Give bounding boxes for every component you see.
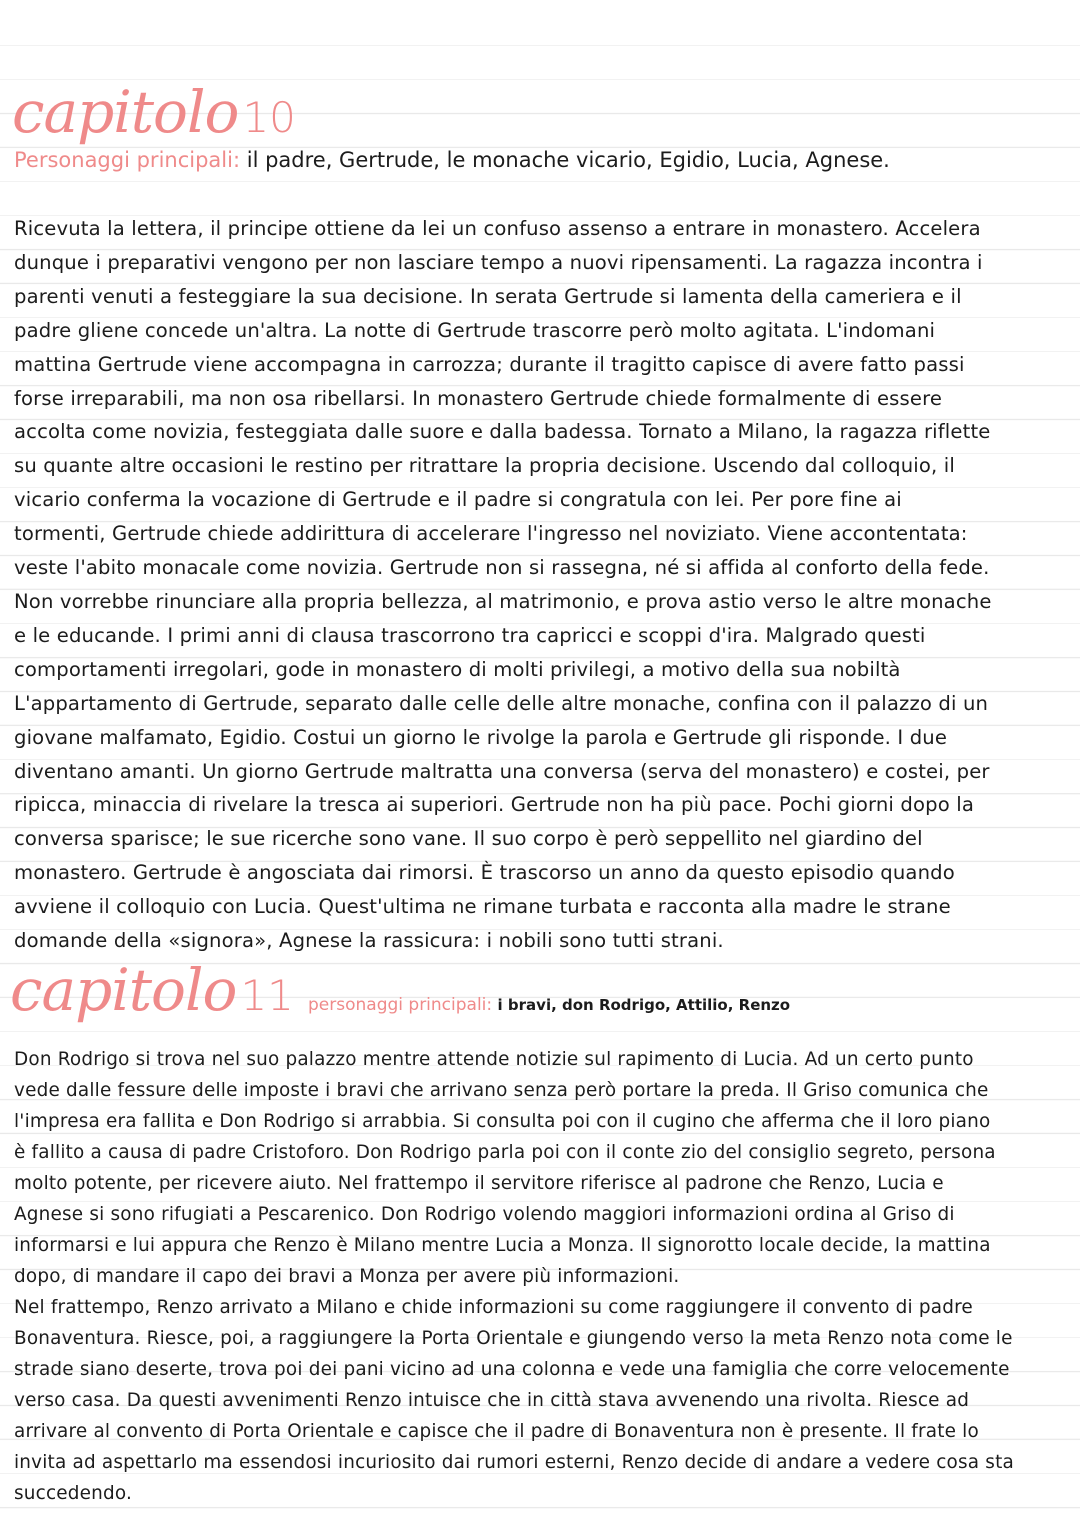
chapter-11-characters-list: i bravi, don Rodrigo, Attilio, Renzo <box>497 996 791 1014</box>
text-line: informarsi e lui appura che Renzo è Milano mentre Lucia a Monza. Il signorotto locale decide, la mattina <box>14 1235 991 1256</box>
text-line: Nel frattempo, Renzo arrivato a Milano e chide informazioni su come raggiungere il convento di padre <box>14 1297 973 1318</box>
text-line: diventano amanti. Un giorno Gertrude maltratta una conversa (serva del monastero) e costei, per <box>14 759 990 783</box>
chapter-11-heading-number: 11 <box>240 971 294 1020</box>
text-line: veste l'abito monacale come novizia. Gertrude non si rassegna, né si affida al conforto della fede. <box>14 556 990 580</box>
text-line: vicario conferma la vocazione di Gertrude e il padre si congratula con lei. Per pore fine ai <box>14 488 902 512</box>
chapter-11-summary <box>14 1044 1074 1509</box>
text-line: Bonaventura. Riesce, poi, a raggiungere la Porta Orientale e giungendo verso la meta Renzo nota come le <box>14 1328 1013 1349</box>
text-line: succedendo. <box>14 1483 133 1504</box>
text-line: invita ad aspettarlo ma essendosi incuriosito dai rumori esterni, Renzo decide di andare a vedere cosa sta <box>14 1452 1014 1473</box>
text-line: padre gliene concede un'altra. La notte di Gertrude trascorre però molto agitata. L'indomani <box>14 318 936 342</box>
text-line: avviene il colloquio con Lucia. Quest'ultima ne rimane turbata e racconta alla madre le strane <box>14 895 951 919</box>
chapter-11-characters-colon: : <box>486 995 493 1015</box>
text-line: monastero. Gertrude è angosciata dai rimorsi. È trascorso un anno da questo episodio quando <box>14 861 955 885</box>
chapter-10-characters-list: il padre, Gertrude, le monache vicario, Egidio, Lucia, Agnese. <box>246 148 890 172</box>
chapter-11-characters <box>308 995 790 1015</box>
chapter-11-characters-label: personaggi principali <box>308 995 487 1015</box>
chapter-10-heading-word: capitolo <box>12 78 239 146</box>
text-line: giovane malfamato, Egidio. Costui un giorno le rivolge la parola e Gertrude gli risponde. I due <box>14 725 948 749</box>
text-line: Non vorrebbe rinunciare alla propria bellezza, al matrimonio, e prova astio verso le altre monache <box>14 589 992 613</box>
text-line: molto potente, per ricevere aiuto. Nel frattempo il servitore riferisce al padrone che Renzo, Lucia e <box>14 1173 944 1194</box>
text-line: Don Rodrigo si trova nel suo palazzo mentre attende notizie sul rapimento di Lucia. Ad un certo punto <box>14 1049 974 1070</box>
text-line: mattina Gertrude viene accompagna in carrozza; durante il tragitto capisce di avere fatto passi <box>14 352 965 376</box>
text-line: vede dalle fessure delle imposte i bravi che arrivano senza però portare la preda. Il Griso comunica che <box>14 1080 989 1101</box>
text-line: arrivare al convento di Porta Orientale e capisce che il padre di Bonaventura non è presente. Il frate lo <box>14 1421 979 1442</box>
text-line: dunque i preparativi vengono per non lasciare tempo a nuovi ripensamenti. La ragazza incontra i <box>14 250 983 274</box>
text-line: conversa sparisce; le sue ricerche sono vane. Il suo corpo è però seppellito nel giardino del <box>14 827 923 851</box>
text-line: accolta come novizia, festeggiata dalle suore e dalla badessa. Tornato a Milano, la ragazza riflette <box>14 420 991 444</box>
text-line: è fallito a causa di padre Cristoforo. Don Rodrigo parla poi con il conte zio del consiglio segreto, persona <box>14 1142 996 1163</box>
text-line: domande della «signora», Agnese la rassicura: i nobili sono tutti strani. <box>14 929 724 953</box>
chapter-10-heading <box>12 78 296 146</box>
text-line: dopo, di mandare il capo dei bravi a Monza per avere più informazioni. <box>14 1266 680 1287</box>
text-line: su quante altre occasioni le restino per ritrattare la propria decisione. Uscendo dal colloquio, il <box>14 454 955 478</box>
chapter-10-characters-label: Personaggi principali <box>14 148 233 172</box>
text-line: ripicca, minaccia di rivelare la tresca ai superiori. Gertrude non ha più pace. Pochi giorni dopo la <box>14 793 974 817</box>
chapter-10-heading-number: 10 <box>242 93 296 142</box>
text-line: l'impresa era fallita e Don Rodrigo si arrabbia. Si consulta poi con il cugino che afferma che il loro piano <box>14 1111 991 1132</box>
text-line: L'appartamento di Gertrude, separato dalle celle delle altre monache, confina con il palazzo di un <box>14 691 989 715</box>
text-line: forse irreparabili, ma non osa ribellarsi. In monastero Gertrude chiede formalmente di essere <box>14 386 943 410</box>
chapter-10-summary <box>14 212 1074 958</box>
text-line: comportamenti irregolari, gode in monastero di molti privilegi, a motivo della sua nobiltà <box>14 657 901 681</box>
chapter-11-heading <box>10 956 294 1024</box>
text-line: parenti venuti a festeggiare la sua decisione. In serata Gertrude si lamenta della cameriera e il <box>14 284 962 308</box>
text-line: Agnese si sono rifugiati a Pescarenico. Don Rodrigo volendo maggiori informazioni ordina al Griso di <box>14 1204 955 1225</box>
text-line: tormenti, Gertrude chiede addirittura di accelerare l'ingresso nel noviziato. Viene accontentata: <box>14 522 968 546</box>
chapter-11-heading-word: capitolo <box>10 956 237 1024</box>
chapter-10-characters-colon: : <box>232 148 241 172</box>
text-line: verso casa. Da questi avvenimenti Renzo intuisce che in città stava avvenendo una rivolta. Riesce ad <box>14 1390 970 1411</box>
text-line: Ricevuta la lettera, il principe ottiene da lei un confuso assenso a entrare in monastero. Accelera <box>14 217 981 240</box>
text-line: e le educande. I primi anni di clausa trascorrono tra capricci e scoppi d'ira. Malgrado questi <box>14 623 926 647</box>
chapter-10-characters <box>14 148 890 172</box>
text-line: strade siano deserte, trova poi dei pani vicino ad una colonna e vede una famiglia che corre velocemente <box>14 1359 1010 1380</box>
